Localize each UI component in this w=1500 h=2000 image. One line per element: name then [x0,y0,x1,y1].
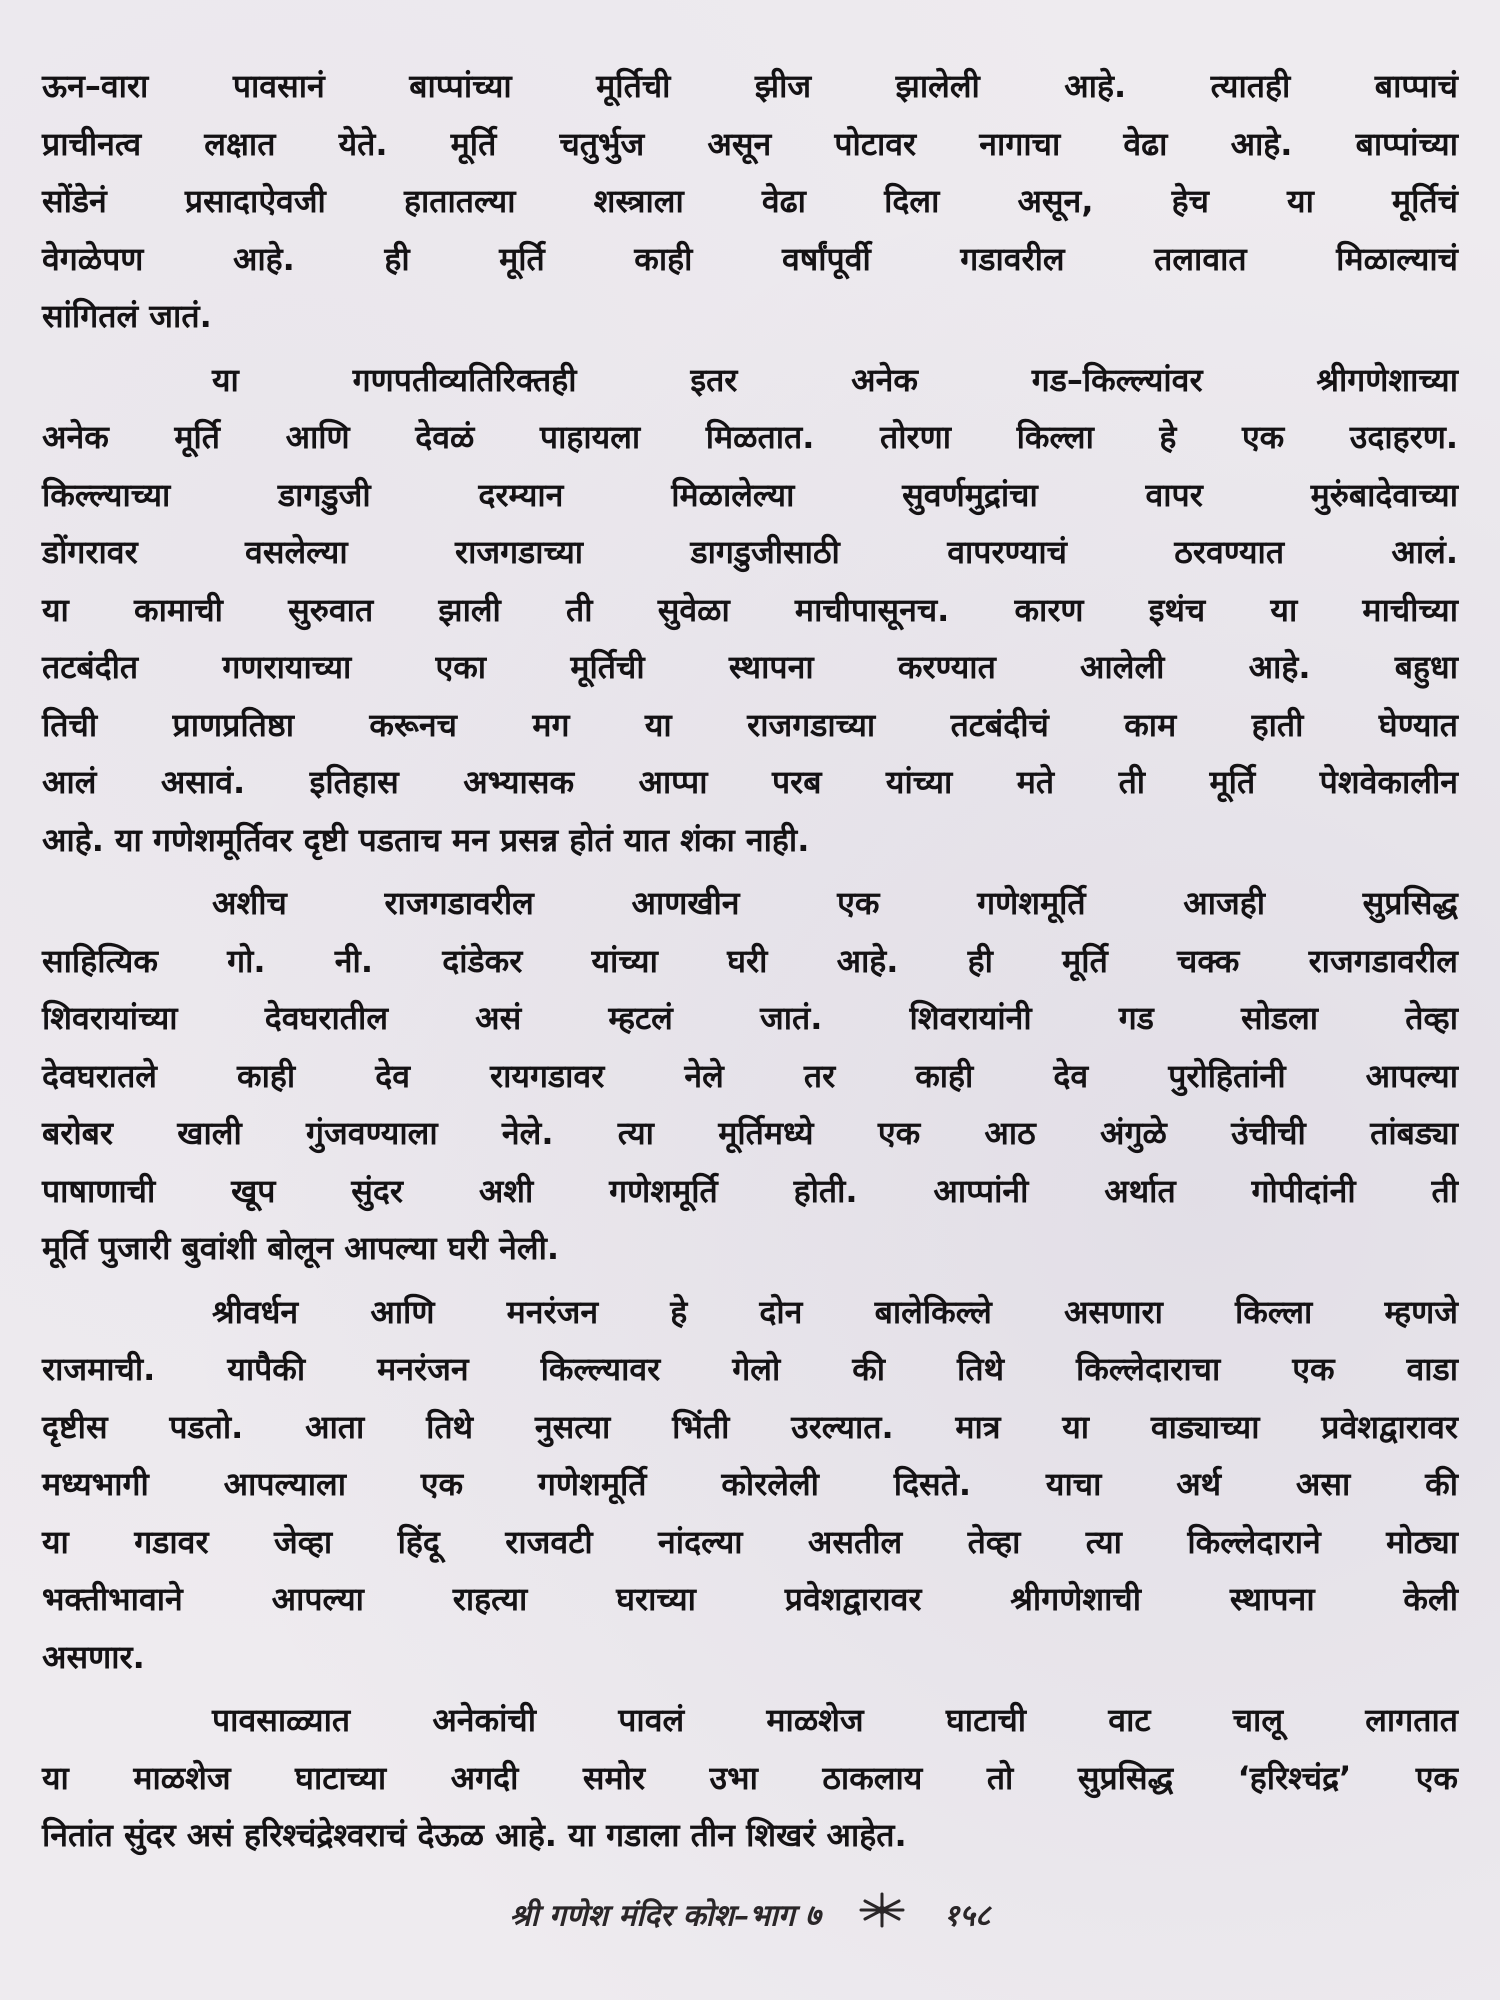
paragraph-3 [42,875,1458,1278]
text-line: अनेक मूर्ति आणि देवळं पाहायला मिळतात. तोरणा किल्ला हे एक उदाहरण. [42,418,1458,456]
paragraph-5 [42,1692,1458,1865]
text-line: असणार. [42,1637,145,1676]
text-line: भक्तीभावाने आपल्या राहत्या घराच्या प्रवेशद्वारावर श्रीगणेशाची स्थापना केली [42,1580,1458,1618]
text-line: तटबंदीत गणरायाच्या एका मूर्तिची स्थापना करण्यात आलेली आहे. बहुधा [42,648,1458,686]
text-line: सांगितलं जातं. [42,297,212,335]
paragraph-2 [42,352,1458,870]
text-line: या माळशेज घाटाच्या अगदी समोर उभा ठाकलाय तो सुप्रसिद्ध ‘हरिश्चंद्र’ एक [42,1758,1458,1797]
text-line: दृष्टीस पडतो. आता तिथे नुसत्या भिंती उरल्यात. मात्र या वाड्याच्या प्रवेशद्वारावर [42,1407,1458,1446]
text-line: शिवरायांच्या देवघरातील असं म्हटलं जातं. शिवरायांनी गड सोडला तेव्हा [42,999,1458,1037]
text-line: आहे. या गणेशमूर्तिवर दृष्टी पडताच मन प्रसन्न होतं यात शंका नाही. [42,820,810,859]
page-footer [0,1890,1500,1938]
text-line: राजमाची. यापैकी मनरंजन किल्ल्यावर गेलो की तिथे किल्लेदाराचा एक वाडा [42,1350,1458,1388]
text-line: ऊन–वारा पावसानं बाप्पांच्या मूर्तिची झीज झालेली आहे. त्यातही बाप्पाचं [42,67,1458,105]
asterisk-ornament-icon [859,1890,905,1938]
text-line: नितांत सुंदर असं हरिश्चंद्रेश्वराचं देऊळ आहे. या गडाला तीन शिखरं आहेत. [42,1816,907,1854]
text-line: देवघरातले काही देव रायगडावर नेले तर काही देव पुरोहितांनी आपल्या [42,1056,1458,1095]
text-line: डोंगरावर वसलेल्या राजगडाच्या डागडुजीसाठी वापरण्याचं ठरवण्यात आलं. [42,533,1458,571]
text-line: या कामाची सुरुवात झाली ती सुवेळा माचीपासूनच. कारण इथंच या माचीच्या [42,590,1458,629]
paragraph-1 [42,58,1458,346]
page-number: १५८ [943,1898,991,1934]
text-line: पाषाणाची खूप सुंदर अशी गणेशमूर्ति होती. आप्पांनी अर्थात गोपीदांनी ती [42,1171,1458,1210]
paragraph-4 [42,1284,1458,1687]
text-line: किल्ल्याच्या डागडुजी दरम्यान मिळालेल्या सुवर्णमुद्रांचा वापर मुरुंबादेवाच्या [42,475,1458,514]
text-line: या गणपतीव्यतिरिक्तही इतर अनेक गड–किल्ल्यांवर श्रीगणेशाच्या [212,360,1458,399]
text-line: तिची प्राणप्रतिष्ठा करूनच मग या राजगडाच्या तटबंदीचं काम हाती घेण्यात [42,705,1458,744]
text-line: मूर्ति पुजारी बुवांशी बोलून आपल्या घरी नेली. [42,1229,560,1267]
text-line: पावसाळ्यात अनेकांची पावलं माळशेज घाटाची वाट चालू लागतात [212,1701,1458,1739]
text-line: बरोबर खाली गुंजवण्याला नेले. त्या मूर्तिमध्ये एक आठ अंगुळे उंचीची तांबड्या [42,1114,1458,1152]
text-line: सोंडेनं प्रसादाऐवजी हातातल्या शस्त्राला वेढा दिला असून, हेच या मूर्तिचं [42,182,1458,220]
text-line: मध्यभागी आपल्याला एक गणेशमूर्ति कोरलेली दिसते. याचा अर्थ असा की [42,1465,1458,1503]
text-line: वेगळेपण आहे. ही मूर्ति काही वर्षांपूर्वी गडावरील तलावात मिळाल्याचं [42,239,1458,278]
text-line: अशीच राजगडावरील आणखीन एक गणेशमूर्ति आजही सुप्रसिद्ध [212,884,1458,922]
book-title: श्री गणेश मंदिर कोश–भाग ७ [509,1898,821,1934]
body-text [42,58,1458,1871]
text-line: प्राचीनत्व लक्षात येते. मूर्ति चतुर्भुज असून पोटावर नागाचा वेढा आहे. बाप्पांच्या [42,124,1458,163]
text-line: साहित्यिक गो. नी. दांडेकर यांच्या घरी आहे. ही मूर्ति चक्क राजगडावरील [42,941,1458,980]
text-line: श्रीवर्धन आणि मनरंजन हे दोन बालेकिल्ले असणारा किल्ला म्हणजे [212,1292,1458,1331]
text-line: या गडावर जेव्हा हिंदू राजवटी नांदल्या असतील तेव्हा त्या किल्लेदाराने मोठ्या [42,1522,1458,1561]
text-line: आलं असावं. इतिहास अभ्यासक आप्पा परब यांच्या मते ती मूर्ति पेशवेकालीन [42,763,1458,801]
